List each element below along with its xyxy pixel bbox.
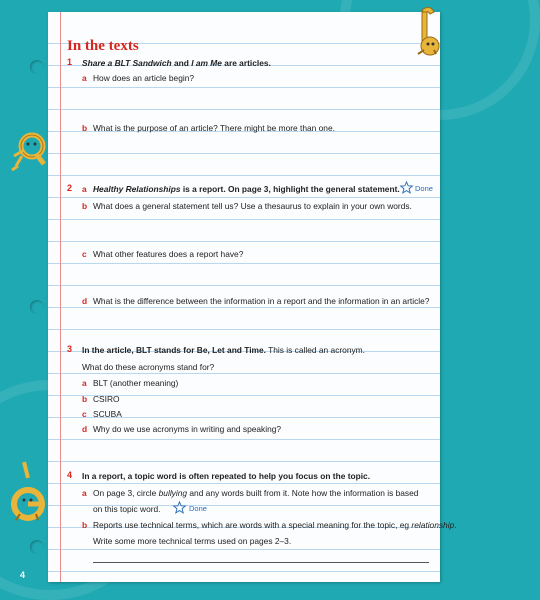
margin-line [60,12,61,582]
star-icon[interactable] [173,501,186,514]
answer-line [93,562,429,563]
question-text: How does an article begin? [93,73,195,83]
part-letter: a [82,184,87,194]
term-relationship: relationship [411,520,455,530]
question-text: What other features does a report have? [93,249,244,259]
part-letter: d [82,296,88,306]
part-letter: a [82,73,87,83]
question-text: Why do we use acronyms in writing and speaking? [93,424,282,434]
question-text: What is the difference between the information in a report and the information in an article? [93,296,430,306]
question-number: 3 [67,344,73,354]
part-letter: c [82,249,87,259]
done-label: Done [189,504,207,513]
question-text: SCUBA [93,409,122,419]
question-text: BLT (another meaning) [93,378,179,388]
prompt-text: is a report. On page 3, highlight the general statement. [180,184,400,194]
binder-hole [30,540,44,554]
prompt-text: and any words built from it. Note how the information is based [187,488,419,498]
question-text [93,520,457,530]
question-text-continued: on this topic word. [93,504,161,514]
prompt-text: This is called an acronym. [265,345,365,355]
part-letter: b [82,201,88,211]
star-icon[interactable] [400,181,413,194]
part-letter: b [82,520,88,530]
prompt-text: On page 3, circle [93,488,159,498]
binder-hole [30,300,44,314]
page-title: In the texts [67,38,139,54]
prompt-text-bold: In the article, BLT stands for Be, Let and Time. [82,345,266,355]
question-text: What does a general statement tell us? Use a thesaurus to explain in your own words. [93,201,412,211]
binder-hole [30,60,44,74]
prompt-text: Reports use technical terms, which are words with a special meaning for the topic, eg [93,520,412,530]
question-prompt: In a report, a topic word is often repeated to help you focus on the topic. [82,471,371,481]
part-letter: c [82,409,87,419]
prompt-text: and [171,58,192,68]
question-prompt [82,58,271,68]
question-number: 4 [67,470,73,480]
question-text [93,488,418,498]
question-prompt [82,345,365,355]
title-i-am-me: I am Me [191,58,222,68]
page-number: 4 [20,570,26,580]
prompt-text: . [454,520,457,530]
term-bullying: bullying [158,488,188,498]
part-letter: a [82,378,87,388]
part-letter: d [82,424,88,434]
question-text: What is the purpose of an article? There might be more than one. [93,123,335,133]
question-text-continued: Write some more technical terms used on pages 2–3. [93,536,292,546]
question-text: CSIRO [93,394,120,404]
done-label: Done [415,184,433,193]
title-share-a-blt-sandwich: Share a BLT Sandwich [82,58,172,68]
letter-q-figure [6,130,50,176]
question-number: 1 [67,57,73,67]
letter-g-figure [6,458,48,528]
question-subprompt: What do these acronyms stand for? [82,362,215,372]
question-text [93,184,400,194]
part-letter: a [82,488,87,498]
letter-r-figure [408,4,444,60]
title-healthy-relationships: Healthy Relationships [93,184,181,194]
part-letter: b [82,394,88,404]
prompt-text: are articles. [221,58,271,68]
question-number: 2 [67,183,73,193]
part-letter: b [82,123,88,133]
